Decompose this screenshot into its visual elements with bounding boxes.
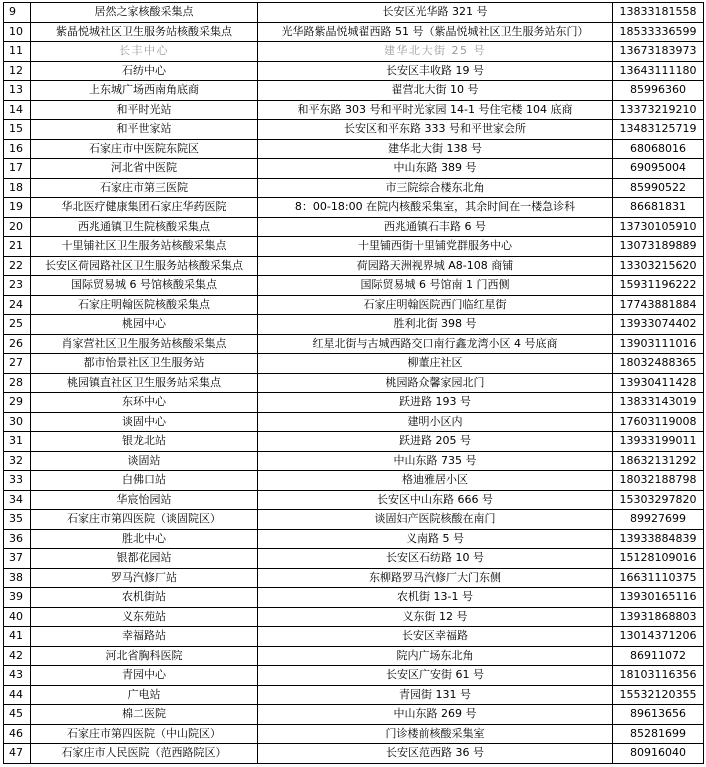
site-address: 长安区丰收路 19 号 <box>258 61 613 81</box>
site-name: 农机街站 <box>31 588 258 608</box>
site-address: 长安区和平东路 333 号和平世家会所 <box>258 120 613 140</box>
table-row <box>4 217 704 237</box>
site-address: 长安区石纺路 10 号 <box>258 549 613 569</box>
table-row <box>4 276 704 296</box>
site-address: 格迪雅居小区 <box>258 471 613 491</box>
site-name: 居然之家核酸采集点 <box>31 3 258 23</box>
table-row <box>4 432 704 452</box>
table-row <box>4 588 704 608</box>
row-number: 15 <box>4 120 31 140</box>
site-name: 上东城广场西南角底商 <box>31 81 258 101</box>
collection-sites-table <box>3 2 704 764</box>
site-name: 肖家营社区卫生服务站核酸采集点 <box>31 334 258 354</box>
site-name: 罗马汽修厂站 <box>31 568 258 588</box>
site-phone: 13673183973 <box>613 42 704 62</box>
site-phone: 13643111180 <box>613 61 704 81</box>
site-phone: 18103116356 <box>613 666 704 686</box>
site-name: 东环中心 <box>31 393 258 413</box>
site-address: 跃进路 205 号 <box>258 432 613 452</box>
site-address: 建华北大街 25 号 <box>258 42 613 62</box>
row-number: 27 <box>4 354 31 374</box>
site-phone: 89927699 <box>613 510 704 530</box>
site-phone: 86681831 <box>613 198 704 218</box>
row-number: 23 <box>4 276 31 296</box>
table-row <box>4 81 704 101</box>
site-name: 胜北中心 <box>31 529 258 549</box>
site-phone: 68068016 <box>613 139 704 159</box>
row-number: 25 <box>4 315 31 335</box>
row-number: 47 <box>4 744 31 764</box>
site-name: 长安区荷园路社区卫生服务站核酸采集点 <box>31 256 258 276</box>
site-address: 翟营北大街 10 号 <box>258 81 613 101</box>
row-number: 24 <box>4 295 31 315</box>
site-address: 西兆通镇石丰路 6 号 <box>258 217 613 237</box>
row-number: 13 <box>4 81 31 101</box>
site-phone: 17743881884 <box>613 295 704 315</box>
site-name: 石家庄市第四医院（中山院区） <box>31 724 258 744</box>
site-phone: 69095004 <box>613 159 704 179</box>
table-row <box>4 139 704 159</box>
site-phone: 18533336599 <box>613 22 704 42</box>
site-address: 胜利北街 398 号 <box>258 315 613 335</box>
row-number: 19 <box>4 198 31 218</box>
table-row <box>4 744 704 764</box>
site-name: 广电站 <box>31 685 258 705</box>
site-name: 河北省中医院 <box>31 159 258 179</box>
row-number: 37 <box>4 549 31 569</box>
site-phone: 15303297820 <box>613 490 704 510</box>
row-number: 34 <box>4 490 31 510</box>
site-address: 建明小区内 <box>258 412 613 432</box>
site-address: 义南路 5 号 <box>258 529 613 549</box>
site-phone: 13833143019 <box>613 393 704 413</box>
site-address: 市三院综合楼东北角 <box>258 178 613 198</box>
site-phone: 18632131292 <box>613 451 704 471</box>
site-address: 8：00-18:00 在院内核酸采集室，其余时间在一楼急诊科 <box>258 198 613 218</box>
row-number: 28 <box>4 373 31 393</box>
row-number: 22 <box>4 256 31 276</box>
table-row <box>4 100 704 120</box>
site-name: 幸福路站 <box>31 627 258 647</box>
site-name: 石家庄市第四医院（谈固院区） <box>31 510 258 530</box>
table-row <box>4 471 704 491</box>
table-row <box>4 295 704 315</box>
row-number: 41 <box>4 627 31 647</box>
table-row <box>4 3 704 23</box>
site-phone: 13373219210 <box>613 100 704 120</box>
site-name: 河北省胸科医院 <box>31 646 258 666</box>
site-address: 中山东路 389 号 <box>258 159 613 179</box>
row-number: 39 <box>4 588 31 608</box>
table-row <box>4 256 704 276</box>
table-row <box>4 159 704 179</box>
table-row <box>4 529 704 549</box>
table-row <box>4 412 704 432</box>
site-address: 东柳路罗马汽修厂大门东侧 <box>258 568 613 588</box>
table-row <box>4 61 704 81</box>
table-row <box>4 646 704 666</box>
site-phone: 13931868803 <box>613 607 704 627</box>
site-name: 和平时光站 <box>31 100 258 120</box>
site-address: 义东街 12 号 <box>258 607 613 627</box>
site-phone: 16631110375 <box>613 568 704 588</box>
site-phone: 13073189889 <box>613 237 704 257</box>
row-number: 20 <box>4 217 31 237</box>
site-address: 光华路紫晶悦城翟西路 51 号（紫晶悦城社区卫生服务站东门） <box>258 22 613 42</box>
site-address: 青园街 131 号 <box>258 685 613 705</box>
table-row <box>4 549 704 569</box>
row-number: 38 <box>4 568 31 588</box>
table-row <box>4 315 704 335</box>
site-name: 棉二医院 <box>31 705 258 725</box>
row-number: 14 <box>4 100 31 120</box>
table-row <box>4 178 704 198</box>
row-number: 46 <box>4 724 31 744</box>
row-number: 16 <box>4 139 31 159</box>
site-name: 谈固站 <box>31 451 258 471</box>
site-name: 桃园中心 <box>31 315 258 335</box>
site-address: 红星北街与古城西路交口南行鑫龙湾小区 4 号底商 <box>258 334 613 354</box>
site-phone: 13303215620 <box>613 256 704 276</box>
site-address: 建华北大街 138 号 <box>258 139 613 159</box>
site-name: 华宸怡园站 <box>31 490 258 510</box>
site-name: 石家庄市第三医院 <box>31 178 258 198</box>
site-phone: 18032488365 <box>613 354 704 374</box>
site-name: 华北医疗健康集团石家庄华药医院 <box>31 198 258 218</box>
site-address: 农机街 13-1 号 <box>258 588 613 608</box>
table-row <box>4 22 704 42</box>
table-row <box>4 42 704 62</box>
table-row <box>4 354 704 374</box>
site-phone: 15532120355 <box>613 685 704 705</box>
site-address: 长安区范西路 36 号 <box>258 744 613 764</box>
site-phone: 13933074402 <box>613 315 704 335</box>
table-row <box>4 685 704 705</box>
row-number: 21 <box>4 237 31 257</box>
site-name: 义东苑站 <box>31 607 258 627</box>
site-name: 和平世家站 <box>31 120 258 140</box>
row-number: 11 <box>4 42 31 62</box>
site-phone: 86911072 <box>613 646 704 666</box>
site-address: 长安区幸福路 <box>258 627 613 647</box>
site-phone: 13483125719 <box>613 120 704 140</box>
site-address: 跃进路 193 号 <box>258 393 613 413</box>
site-phone: 17603119008 <box>613 412 704 432</box>
row-number: 9 <box>4 3 31 23</box>
row-number: 17 <box>4 159 31 179</box>
site-address: 谈固妇产医院核酸在南门 <box>258 510 613 530</box>
site-phone: 85990522 <box>613 178 704 198</box>
site-phone: 13933884839 <box>613 529 704 549</box>
site-name: 西兆通镇卫生院核酸采集点 <box>31 217 258 237</box>
site-phone: 13833181558 <box>613 3 704 23</box>
table-row <box>4 237 704 257</box>
row-number: 42 <box>4 646 31 666</box>
site-phone: 15931196222 <box>613 276 704 296</box>
row-number: 29 <box>4 393 31 413</box>
site-phone: 89613656 <box>613 705 704 725</box>
table-row <box>4 607 704 627</box>
site-name: 青园中心 <box>31 666 258 686</box>
site-address: 和平东路 303 号和平时光家园 14-1 号住宅楼 104 底商 <box>258 100 613 120</box>
row-number: 44 <box>4 685 31 705</box>
site-phone: 85996360 <box>613 81 704 101</box>
row-number: 36 <box>4 529 31 549</box>
site-name: 银龙北站 <box>31 432 258 452</box>
table-row <box>4 120 704 140</box>
row-number: 26 <box>4 334 31 354</box>
site-address: 长安区中山东路 666 号 <box>258 490 613 510</box>
site-phone: 13933199011 <box>613 432 704 452</box>
site-name: 石纺中心 <box>31 61 258 81</box>
site-name: 国际贸易城 6 号馆核酸采集点 <box>31 276 258 296</box>
row-number: 31 <box>4 432 31 452</box>
site-phone: 18032188798 <box>613 471 704 491</box>
table-row <box>4 627 704 647</box>
row-number: 30 <box>4 412 31 432</box>
site-phone: 85281699 <box>613 724 704 744</box>
row-number: 33 <box>4 471 31 491</box>
site-name: 都市怡景社区卫生服务站 <box>31 354 258 374</box>
table-row <box>4 393 704 413</box>
site-phone: 80916040 <box>613 744 704 764</box>
site-name: 十里铺社区卫生服务站核酸采集点 <box>31 237 258 257</box>
site-address: 十里铺西街十里铺党群服务中心 <box>258 237 613 257</box>
site-address: 桃园路众馨家园北门 <box>258 373 613 393</box>
site-name: 石家庄明翰医院核酸采集点 <box>31 295 258 315</box>
site-name: 石家庄市人民医院（范西路院区） <box>31 744 258 764</box>
table-row <box>4 490 704 510</box>
table-row <box>4 705 704 725</box>
site-address: 石家庄明翰医院西门临红星街 <box>258 295 613 315</box>
site-phone: 13903111016 <box>613 334 704 354</box>
row-number: 45 <box>4 705 31 725</box>
table-row <box>4 373 704 393</box>
site-name: 谈固中心 <box>31 412 258 432</box>
table-row <box>4 510 704 530</box>
row-number: 35 <box>4 510 31 530</box>
site-name: 石家庄市中医院东院区 <box>31 139 258 159</box>
site-address: 柳董庄社区 <box>258 354 613 374</box>
site-address: 门诊楼前核酸采集室 <box>258 724 613 744</box>
table-row <box>4 198 704 218</box>
site-phone: 13930411428 <box>613 373 704 393</box>
row-number: 40 <box>4 607 31 627</box>
site-phone: 15128109016 <box>613 549 704 569</box>
site-name: 银都花园站 <box>31 549 258 569</box>
table-row <box>4 568 704 588</box>
site-address: 荷园路天洲视界城 A8-108 商铺 <box>258 256 613 276</box>
table-row <box>4 724 704 744</box>
row-number: 10 <box>4 22 31 42</box>
site-name: 紫晶悦城社区卫生服务站核酸采集点 <box>31 22 258 42</box>
site-name: 桃园镇直社区卫生服务站采集点 <box>31 373 258 393</box>
site-address: 长安区广安街 61 号 <box>258 666 613 686</box>
site-address: 中山东路 269 号 <box>258 705 613 725</box>
table-row <box>4 334 704 354</box>
row-number: 43 <box>4 666 31 686</box>
site-name: 长丰中心 <box>31 42 258 62</box>
row-number: 18 <box>4 178 31 198</box>
site-phone: 13014371206 <box>613 627 704 647</box>
site-address: 中山东路 735 号 <box>258 451 613 471</box>
site-name: 白佛口站 <box>31 471 258 491</box>
table-row <box>4 451 704 471</box>
row-number: 12 <box>4 61 31 81</box>
site-address: 国际贸易城 6 号馆南 1 门西侧 <box>258 276 613 296</box>
table-row <box>4 666 704 686</box>
site-address: 院内广场东北角 <box>258 646 613 666</box>
site-address: 长安区光华路 321 号 <box>258 3 613 23</box>
row-number: 32 <box>4 451 31 471</box>
site-phone: 13930165116 <box>613 588 704 608</box>
site-phone: 13730105910 <box>613 217 704 237</box>
table-body <box>4 3 704 764</box>
